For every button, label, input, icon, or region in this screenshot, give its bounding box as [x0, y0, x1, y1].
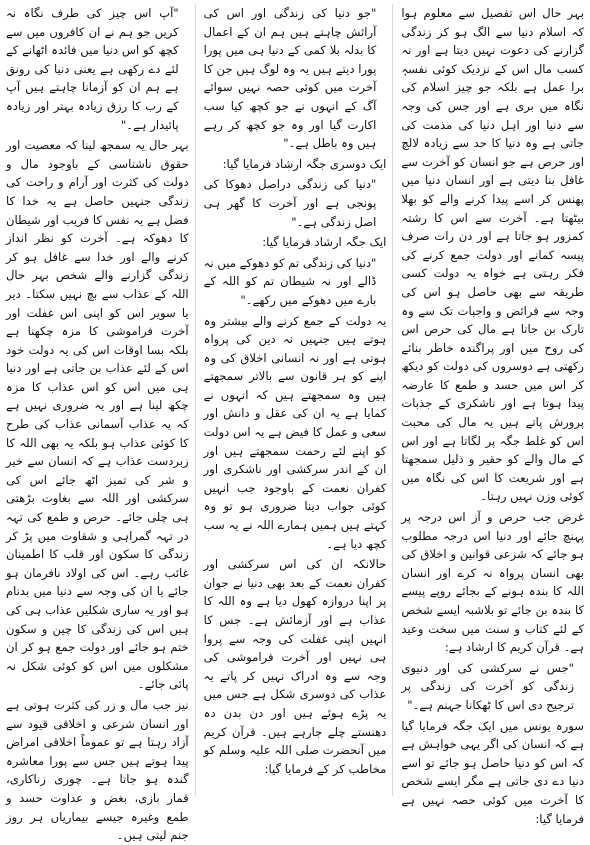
- body-paragraph: ایک دوسری جگہ ارشاد فرمایا گیا:: [222, 156, 387, 171]
- quote-paragraph: "جس نے سرکشی کی اور دنیوی زندگی کو آخرت کی زندگی پر ترجیح دی اس کا ٹھکانا جہنم ہے۔": [401, 660, 574, 712]
- body-paragraph: بہر حال اس تفصیل سے معلوم ہوا کہ اسلام دنیا سے الگ ہو کر زندگی گزارنے کی دعوت نہیں دیتا ہے اور نہ کسب مال اس کے نزدیک کوئی نفسہٖ برا عمل ہے بلکہ جو چیز اسلام کی نگاہ میں بری ہے اور جس کی وجہ سے دنیا اور اہل دنیا کی مذمت کی جاتی ہے وہ دنیا کا حد سے زیادہ لالچ اور حرص ہے جو انسان کو آخرت سے غافل بنا دیتی ہے اور انسان دنیا میں پھنس کر اسے پیدا کرنے والے کو بھلا بیٹھتا ہے۔ آخرت سے اس کا رشتہ کمزور ہو جاتا ہے اور دن رات صرف پیسہ کمانے اور دولت جمع کرنے کی فکر رہتی ہے خواہ یہ دولت کسی طریقہ سے بھی حاصل ہو اس کی وجہ سے فرائض و واجبات تک سے وہ تارک بن جاتا ہے مال کی حرص اس کی روح میں اور پراگندہ خاطر بنائے رکھتی ہے دوسروں کی دولت کو دیکھ کر اس میں حسد و طمع کا عارضہ پیدا ہوتا ہے اور ناشکری کے جذبات پرورش پاتے ہیں یہ مال کی محبت اس کو غلط جگہ پر لگاتا ہے اور اس کے مال والے کو حقیر و ذلیل سمجھتا ہے اور شریعت کا اس کی نگاہ میں کوئی وزن نہیں رہتا۔: [401, 6, 584, 504]
- body-paragraph: یہ دولت کے جمع کرنے والے بیشتر وہ ہوتے ہیں جنہیں نہ دین کی پرواہ ہوتی ہے اور نہ انسانی اخلاق کی وہ اپنے کو ہر قانون سے بالاتر سمجھتے ہیں وہ سمجھتے ہیں کہ انہوں نے کمایا ہے یہ ان کی عقل و دانش اور سعی و عمل کا فیض ہے یہ اس دولت کو اپنے لئے رحمت سمجھتے ہیں اور ان کے اندر سرکشی اور ناشکری اور کفران نعمت کے باوجود جب انہیں کوئی جواب دینا ضروری ہو تو وہ کہتے ہیں ہمیں ہمارے اللہ نے یہ سب کچھ دیا ہے۔: [203, 313, 387, 551]
- body-paragraph: سورہ یونس میں ایک جگہ فرمایا گیا ہے کہ انسان کی اگر یہی خواہش ہے کہ اس کو دنیا حاصل ہو جائے تو اسے دنیا دے دی جاتی ہے مگر ایسے شخص کا آخرت میں کوئی حصہ نہیں ہے فرمایا گیا:: [401, 718, 584, 826]
- body-paragraph: ایک جگہ ارشاد فرمایا گیا:: [262, 235, 387, 250]
- quote-paragraph: "جو دنیا کی زندگی اور اس کی آرائش چاہتے ہیں ہم ان کے اعمال کا بدلہ بلا کمی کے دنیا ہی میں پورا پورا دیتے ہیں یہ وہ لوگ ہیں جن کا آخرت میں کوئی حصہ نہیں سوائے آگ کے انہوں نے جو کچھ کیا سب اکارت گیا اور وہ جو کچھ کر رہے ہیں وہ باطل ہے۔": [203, 6, 377, 151]
- text-column-left: [5, 4, 196, 843]
- body-paragraph: حالانکہ ان کی اس سرکشی اور کفران نعمت کے بعد بھی دنیا نے جوان پر اپنا دروازہ کھول دیا ہے وہ اللہ کا عذاب ہے اور آزمائش ہے۔ جس کا انہیں اپنی غفلت کی وجہ سے پروا ہی نہیں اور آخرت فراموشی کی وجہ سے وہ ادراک نہیں کر پاتے یہ عذاب کی دوسری شکل ہے جس میں یہ پڑے ہوئے ہیں اور دن بدن دہ دھنستے چلے جارہے ہیں۔ قرآن کریم میں آنحضرت صلی اللہ علیہ وسلم کو مخاطب کر کے فرمایا گیا:: [203, 557, 387, 776]
- quote-paragraph: "دنیا کی زندگی دراصل دھوکا کی پونجی ہے اور آخرت کا گھر ہی اصل زندگی ہے۔": [203, 177, 377, 229]
- body-paragraph: بہر حال یہ سمجھ لینا کہ معصیت اور حقوق ناشناسی کے باوجود مال و دولت کی کثرت اور آرام و راحت کی زندگی جنہیں حاصل ہے یہ خدا کا فضل ہے یہ نفس کا فریب اور شیطان کا دھوکہ ہے۔ آخرت کو نظر انداز کرنے والے اور خدا سے غافل ہو کر زندگی گزارنے والے شخص بہر حال اللہ کے عذاب سے بچ نہیں سکتا۔ دیر یا سویر اس کو اپنی اس غفلت اور آخرت فراموشی کا مزہ چکھنا ہے بلکہ بسا اوقات اس کی یہ دولت خود اس کے لئے عذاب بن جاتی ہے اور دنیا ہی میں اس کو اس عذاب کا مزہ چکھ لینا ہے اور یہ ضروری نہیں ہے کہ یہ عذاب آسمانی عذاب کی طرح کا کوئی عذاب ہو بلکہ یہ بھی اللہ کا زبردست عذاب ہے کہ انسان سے خیر و شر کی تمیز اٹھ جائے اس کی سرکشی اور اللہ سے بغاوت بڑھتی ہی چلی جائے۔ حرص و طمع کی تہہ در تہہ گمراہی و شقاوت میں پڑ کر زندگی کا سکون اور قلب کا اطمینان غائب رہے۔ اس کی اولاد نافرمان ہو جائے یا ان کی وجہ سے دنیا میں بدنام ہو اور یہ ساری شکلیں عذاب ہی کی ہیں اس کی زندگی کا چین و سکون ختم ہو جائے اور دولت جمع ہو کر ان مشکلوں میں اس کو کوئی شکل نہ پائی جائے۔: [5, 138, 189, 692]
- quote-paragraph: "آپ اس چیز کی طرف نگاہ نہ کریں جو ہم نے ان کافروں میں سے کچھ کو اس دنیا میں فائدہ اٹھانے کے لئے دے رکھی ہے یعنی دنیا کی رونق ہے ہم ان کو آزمانا چاہتے ہیں آپ کے رب کا رزق زیادہ بہتر اور زیادہ پائیدار ہے۔": [5, 6, 179, 132]
- body-paragraph: غرض جب حرص و آز اس درجہ پر پہنچ جائے اور دنیا اس درجہ مطلوب ہو جائے کہ شرعی قوانین و اخلاق کی بھی انسان پرواہ نہ کرے اور انسان اللہ کا بندہ ہونے کے بجائے روپے پیسے کا بندہ بن جائے تو بلاشبہ ایسے شخص کے لئے کتاب و سنت میں سخت وعید ہے۔ قرآن کریم کا ارشاد ہے:: [401, 510, 584, 655]
- body-paragraph: نیز جب مال و زر کی کثرت ہوتی ہے اور انسان شرعی و اخلاقی قیود سے آزاد رہتا ہے تو عموماً اخلاقی امراض پیدا ہوتے ہیں جس سے پورا معاشرہ گندہ ہو جاتا ہے۔ چوری زناکاری، قمار بازی، بغض و عداوت حسد و طمع وغیرہ جیسے بیماریاں ہر روز جنم لیتی ہیں۔: [5, 697, 189, 843]
- text-column-right: [401, 4, 584, 826]
- quote-paragraph: "دنیا کی زندگی تم کو دھوکے میں نہ ڈالے اور نہ شیطان تم کو اللہ کے بارے میں دھوکے میں رکھے۔": [203, 255, 377, 307]
- text-column-middle: [204, 4, 394, 796]
